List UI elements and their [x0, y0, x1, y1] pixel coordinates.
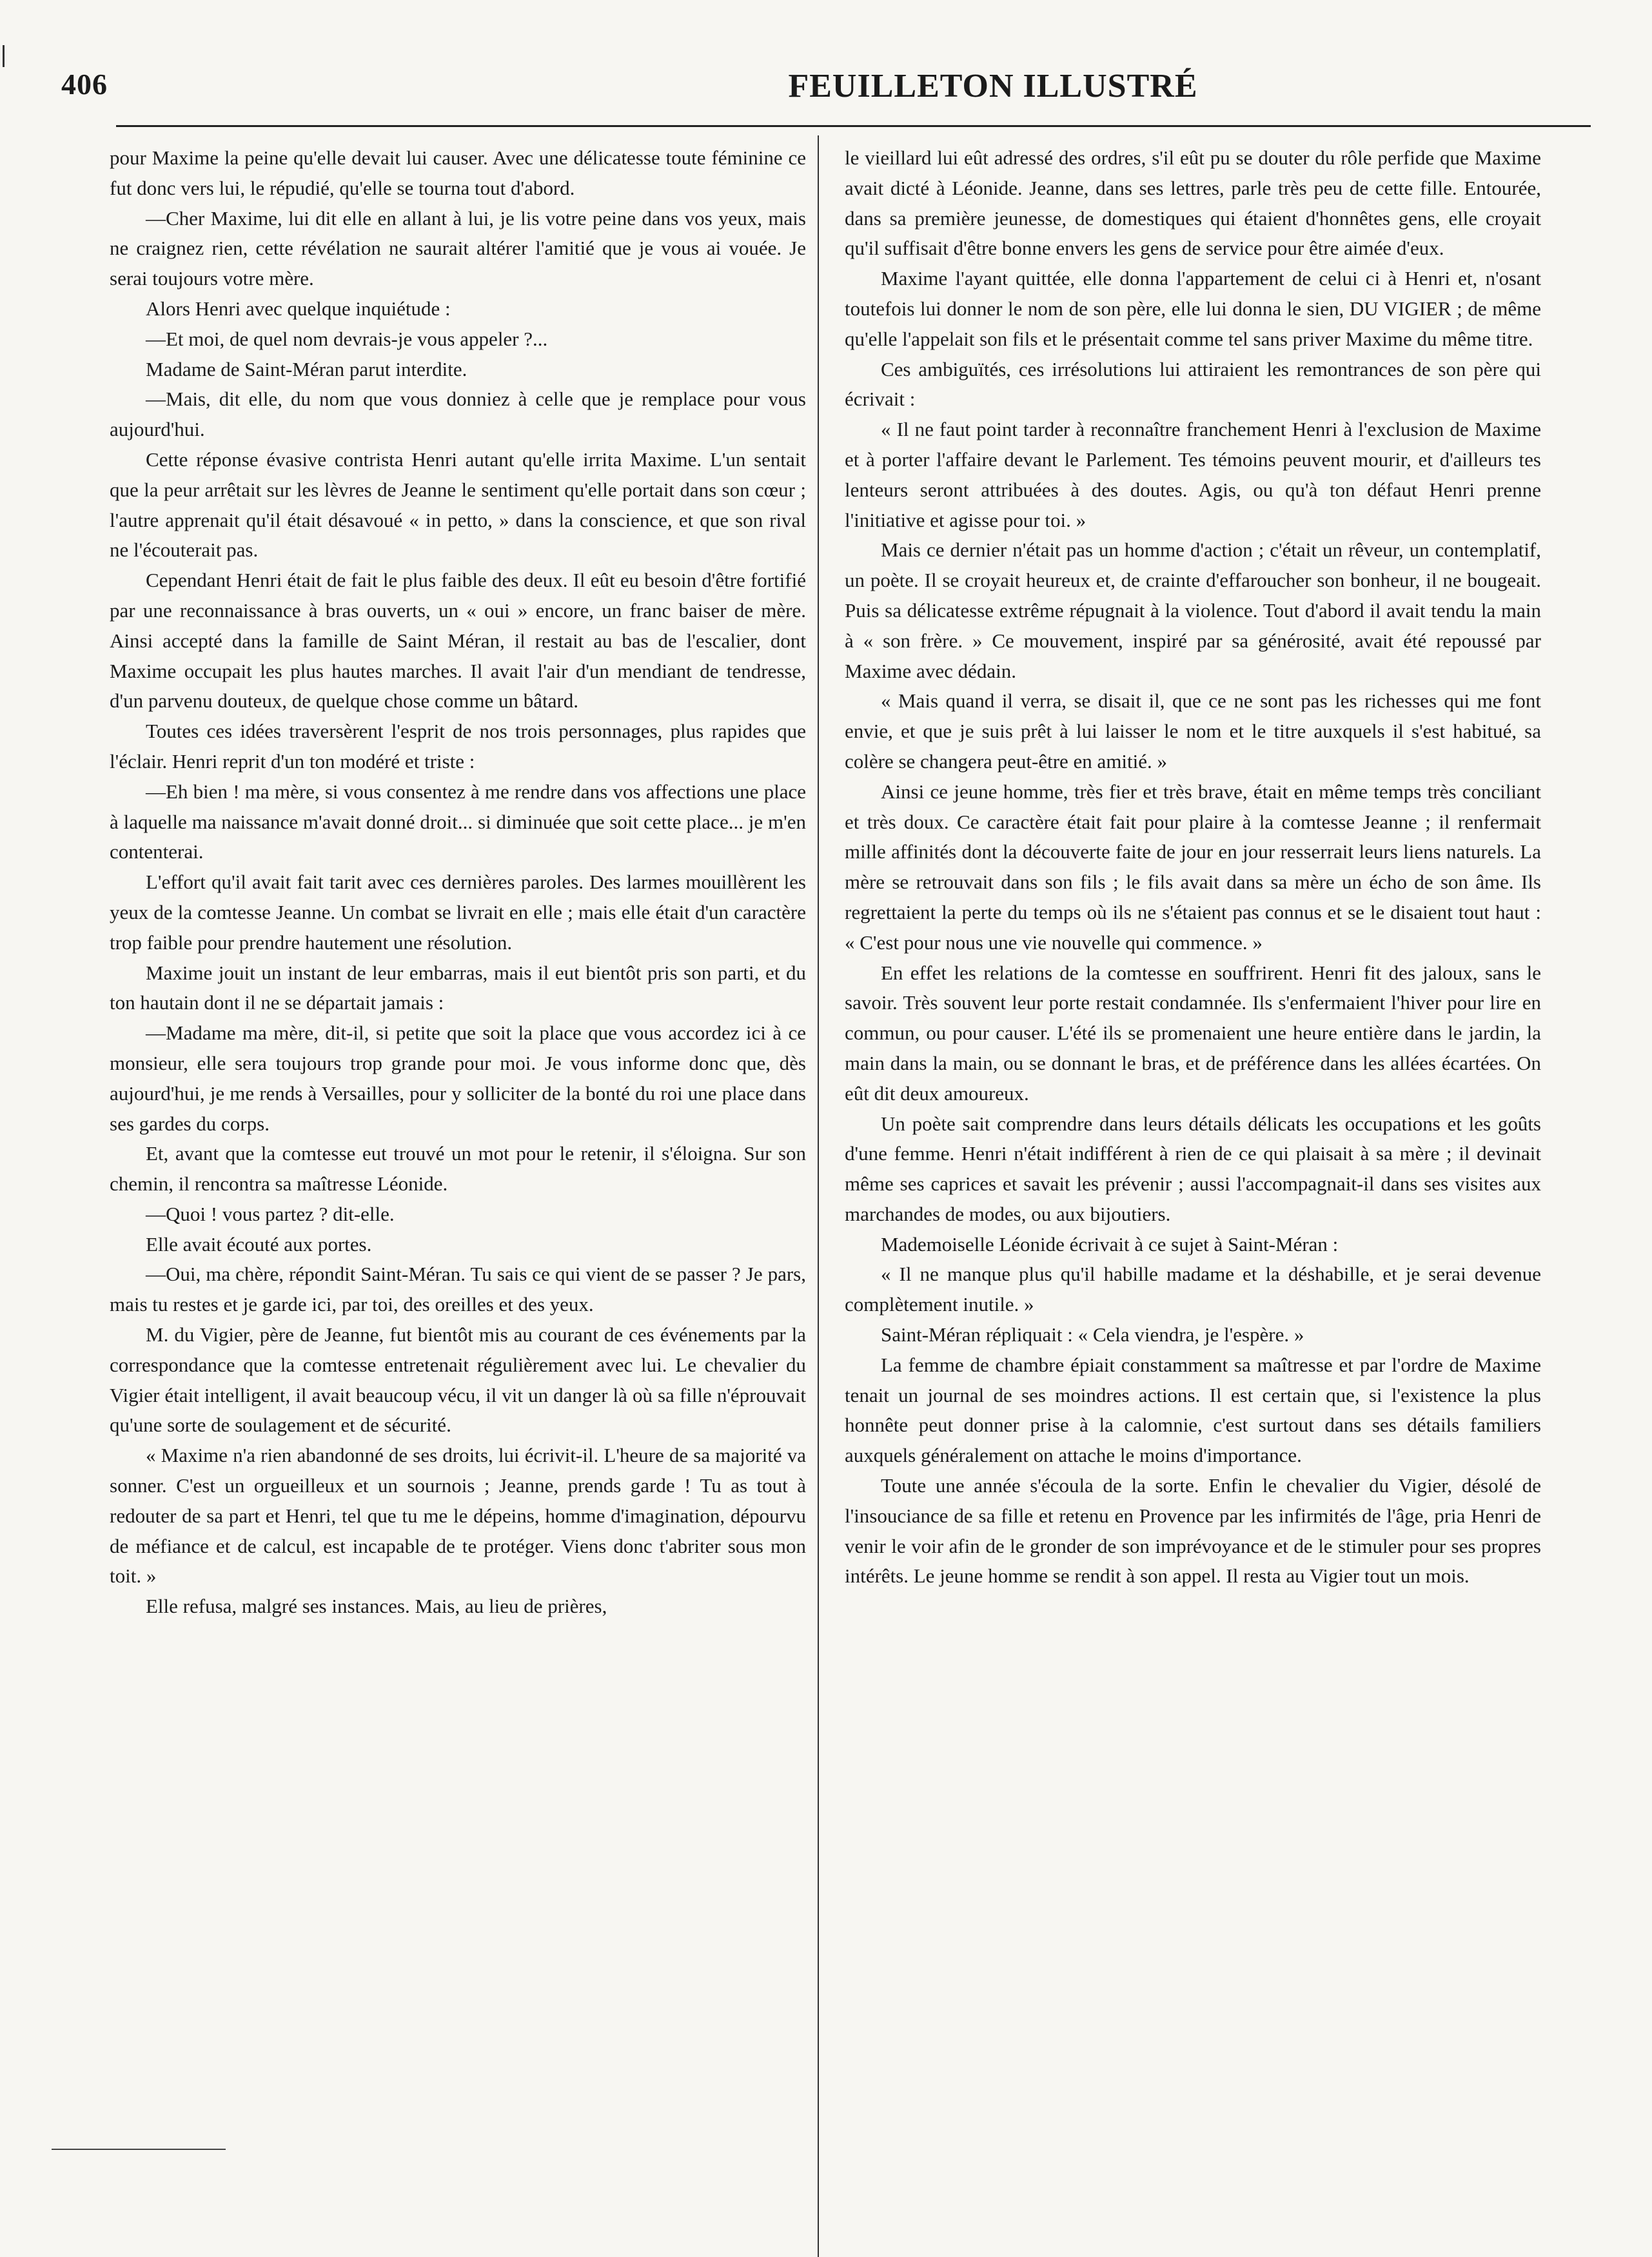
paragraph: Cette réponse évasive contrista Henri autant qu'elle irrita Maxime. L'un sentait que la peur arrêtait sur les lèvres de Jeanne le sentiment qu'elle portait dans son cœur ; l'autre apprenait qu'il était désavoué « in petto, » dans la conscience, et que son rival ne l'écouterait pas.	[110, 448, 806, 562]
paragraph: Maxime jouit un instant de leur embarras, mais il eut bientôt pris son parti, et du ton hautain dont il ne se départait jamais :	[110, 961, 806, 1014]
paragraph: le vieillard lui eût adressé des ordres, s'il eût pu se douter du rôle perfide que Maxime avait dicté à Léonide. Jeanne, dans ses lettres, parle très peu de cette fille. Entourée, dans sa première jeunesse, de domestiques qui étaient d'honnêtes gens, elle croyait qu'il suffisait d'être bonne envers les gens de service pour être aimée d'eux.	[845, 146, 1541, 260]
paragraph: En effet les relations de la comtesse en souffrirent. Henri fit des jaloux, sans le savoir. Très souvent leur porte restait condamnée. Ils s'enfermaient l'hiver pour lire en commun, ou pour causer. L'été ils se promenaient une heure entière dans le jardin, la main dans la main, ou se donnant le bras, et de préférence dans les allées écartées. On eût dit deux amoureux.	[845, 961, 1541, 1105]
header-rule	[116, 125, 1591, 127]
paragraph: —Eh bien ! ma mère, si vous consentez à me rendre dans vos affections une place à laquelle ma naissance m'avait donné droit... si diminuée que soit cette place... je m'en contenterai.	[110, 780, 806, 863]
running-title: FEUILLETON ILLUSTRÉ	[788, 68, 1198, 104]
paragraph: Ces ambiguïtés, ces irrésolutions lui attiraient les remontrances de son père qui écrivait :	[845, 357, 1541, 411]
paragraph: Et, avant que la comtesse eut trouvé un mot pour le retenir, il s'éloigna. Sur son chemin, il rencontra sa maîtresse Léonide.	[110, 1142, 806, 1196]
paragraph: Alors Henri avec quelque inquiétude :	[146, 297, 451, 320]
paragraph: L'effort qu'il avait fait tarit avec ces dernières paroles. Des larmes mouillèrent les yeux de la comtesse Jeanne. Un combat se livrait en elle ; mais elle était d'un caractère trop faible pour prendre hautement une résolution.	[110, 871, 806, 954]
paragraph: —Madame ma mère, dit-il, si petite que soit la place que vous accordez ici à ce monsieur, elle sera toujours trop grande pour moi. Je vous informe donc que, dès aujourd'hui, je me rends à Versailles, pour y solliciter de la bonté du roi une place dans ses gardes du corps.	[110, 1021, 806, 1135]
paragraph: « Mais quand il verra, se disait il, que ce ne sont pas les richesses qui me font envie, et que je suis prêt à lui laisser le nom et le titre auxquels il s'est habitué, sa colère se changera peut-être en amitié. »	[845, 689, 1541, 773]
column-divider	[818, 135, 819, 2257]
page-number: 406	[61, 68, 108, 101]
paragraph: « Maxime n'a rien abandonné de ses droits, lui écrivit-il. L'heure de sa majorité va sonner. C'est un orgueilleux et un sournois ; Jeanne, prends garde ! Tu as tout à redouter de sa part et Henri, tel que tu me le dépeins, homme d'imagination, dépourvu de méfiance et de calcul, est incapable de te protéger. Viens donc t'abriter sous mon toit. »	[110, 1444, 806, 1588]
paragraph: Mademoiselle Léonide écrivait à ce sujet à Saint-Méran :	[881, 1232, 1339, 1256]
paragraph: « Il ne faut point tarder à reconnaître franchement Henri à l'exclusion de Maxime et à porter l'affaire devant le Parlement. Tes témoins peuvent mourir, et d'ailleurs tes lenteurs seront attribuées à des doutes. Agis, ou qu'à ton défaut Henri prenne l'initiative et agisse pour toi. »	[845, 418, 1541, 531]
paragraph: Cependant Henri était de fait le plus faible des deux. Il eût eu besoin d'être fortifié par une reconnaissance à bras ouverts, un « oui » encore, un franc baiser de mère. Ainsi accepté dans la famille de Saint Méran, il restait au bas de l'escalier, dont Maxime occupait les plus hautes marches. Il avait l'air d'un mendiant de tendresse, d'un parvenu douteux, de quelque chose comme un bâtard.	[110, 569, 806, 713]
paragraph: Mais ce dernier n'était pas un homme d'action ; c'était un rêveur, un contemplatif, un poète. Il se croyait heureux et, de crainte d'effaroucher son bonheur, il ne bougeait. Puis sa délicatesse extrême répugnait à la violence. Tout d'abord il avait tendu la main à « son frère. » Ce mouvement, inspiré par sa générosité, avait été repoussé par Maxime avec dédain.	[845, 538, 1541, 682]
paragraph: Maxime l'ayant quittée, elle donna l'appartement de celui ci à Henri et, n'osant toutefois lui donner le nom de son père, elle lui donna le sien, DU VIGIER ; de même qu'elle l'appelait son fils et le présentait comme tel sans priver Maxime du même titre.	[845, 267, 1541, 350]
paragraph: Madame de Saint-Méran parut interdite.	[146, 357, 467, 380]
paragraph: Elle refusa, malgré ses instances. Mais, au lieu de prières,	[146, 1595, 607, 1618]
left-column	[110, 143, 806, 1622]
paragraph: M. du Vigier, père de Jeanne, fut bientôt mis au courant de ces événements par la correspondance que la comtesse entretenait régulièrement avec lui. Le chevalier du Vigier était intelligent, il avait beaucoup vécu, il vit un danger là où sa fille n'éprouvait qu'une sorte de soulagement et de sécurité.	[110, 1323, 806, 1437]
paragraph: —Cher Maxime, lui dit elle en allant à lui, je lis votre peine dans vos yeux, mais ne craignez rien, cette révélation ne saurait altérer l'amitié que je vous ai vouée. Je serai toujours votre mère.	[110, 206, 806, 290]
page-edge-mark	[3, 45, 5, 67]
paragraph: —Quoi ! vous partez ? dit-elle.	[146, 1202, 395, 1225]
paragraph: —Oui, ma chère, répondit Saint-Méran. Tu sais ce qui vient de se passer ? Je pars, mais tu restes et je garde ici, par toi, des oreilles et des yeux.	[110, 1263, 806, 1316]
paragraph: La femme de chambre épiait constamment sa maîtresse et par l'ordre de Maxime tenait un journal de ses moindres actions. Il est certain que, si l'existence la plus honnête peut donner prise à la calomnie, c'est surtout dans ses détails familiers auxquels généralement on attache le moins d'importance.	[845, 1353, 1541, 1467]
paragraph: —Et moi, de quel nom devrais-je vous appeler ?...	[146, 327, 548, 350]
paragraph: —Mais, dit elle, du nom que vous donniez à celle que je remplace pour vous aujourd'hui.	[110, 388, 806, 441]
paragraph: Saint-Méran répliquait : « Cela viendra, je l'espère. »	[881, 1323, 1304, 1346]
paragraph: Un poète sait comprendre dans leurs détails délicats les occupations et les goûts d'une femme. Henri n'était indifférent à rien de ce qui plaisait à sa mère ; il devinait même ses caprices et savait les prévenir ; aussi l'accompagnait-il dans ses visites aux marchandes de modes, ou aux bijoutiers.	[845, 1112, 1541, 1225]
paragraph: « Il ne manque plus qu'il habille madame et la déshabille, et je serai devenue complètement inutile. »	[845, 1263, 1541, 1316]
paragraph: Toute une année s'écoula de la sorte. Enfin le chevalier du Vigier, désolé de l'insouciance de sa fille et retenu en Provence par les infirmités de l'âge, pria Henri de venir le voir afin de le gronder de son imprévoyance et de le stimuler pour ses propres intérêts. Le jeune homme se rendit à son appel. Il resta au Vigier tout un mois.	[845, 1474, 1541, 1588]
right-column	[845, 143, 1541, 1592]
paragraph: Toutes ces idées traversèrent l'esprit de nos trois personnages, plus rapides que l'éclair. Henri reprit d'un ton modéré et triste :	[110, 720, 806, 773]
paragraph: pour Maxime la peine qu'elle devait lui causer. Avec une délicatesse toute féminine ce fut donc vers lui, le répudié, qu'elle se tourna tout d'abord.	[110, 146, 806, 199]
footer-rule	[52, 2149, 226, 2150]
paragraph: Elle avait écouté aux portes.	[146, 1232, 372, 1256]
paragraph: Ainsi ce jeune homme, très fier et très brave, était en même temps très conciliant et très doux. Ce caractère était fait pour plaire à la comtesse Jeanne ; il renfermait mille affinités dont la découverte faite de jour en jour resserrait leurs liens naturels. La mère se retrouvait dans son fils ; le fils avait dans sa mère un écho de son âme. Ils regrettaient la perte du temps où ils ne s'étaient pas connus et se le disaient tout haut : « C'est pour nous une vie nouvelle qui commence. »	[845, 780, 1541, 954]
